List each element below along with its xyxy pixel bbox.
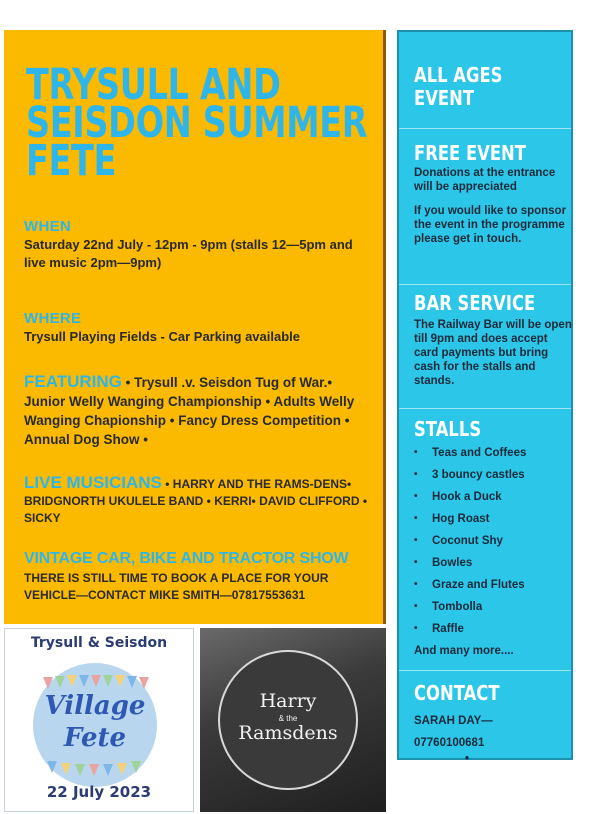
when-text: Saturday 22nd July - 12pm - 9pm (stalls 12—5pm and live music 2pm—9pm) xyxy=(24,237,353,270)
where-text: Trysull Playing Fields - Car Parking available xyxy=(24,329,300,344)
sidebar-panel xyxy=(397,30,573,765)
contact-bullet: • xyxy=(465,753,470,765)
bullet-icon: • xyxy=(414,601,418,612)
stall-label: Graze and Flutes xyxy=(432,579,525,591)
list-item xyxy=(414,574,574,596)
page-title: TRYSULL AND SEISDON SUMMER FETE xyxy=(26,60,368,186)
musicians-text: • HARRY AND THE RAMS-DENS• BRIDGNORTH UKULELE BAND • KERRI• DAVID CLIFFORD • SICKY xyxy=(24,477,368,525)
vintage-text: THERE IS STILL TIME TO BOOK A PLACE FOR YOUR VEHICLE—CONTACT MIKE SMITH—07817553631 xyxy=(24,571,329,602)
contact-phone: 07760100681 xyxy=(414,737,485,749)
stall-label: Raffle xyxy=(432,623,464,635)
main-info-panel xyxy=(4,30,386,624)
stalls-heading: STALLS xyxy=(414,417,482,441)
bar-text: The Railway Bar will be open till 9pm and does accept card payments but bring cash for the stalls and stands. xyxy=(414,319,572,387)
stall-label: Hog Roast xyxy=(432,513,490,525)
where-heading: WHERE xyxy=(24,310,82,327)
list-item xyxy=(414,464,574,486)
bullet-icon: • xyxy=(414,557,418,568)
stalls-list xyxy=(414,442,574,640)
fete-logo-village: Village xyxy=(44,691,146,721)
band-logo-harry: Harry xyxy=(259,690,317,712)
musicians-heading: LIVE MUSICIANS xyxy=(24,473,162,492)
fete-logo-top-text: Trysull & Seisdon xyxy=(30,635,168,651)
fete-logo-date: 22 July 2023 xyxy=(46,783,152,801)
band-logo-ramsdens: Ramsdens xyxy=(238,722,338,744)
stall-label: Tombolla xyxy=(432,601,483,613)
bullet-icon: • xyxy=(414,623,418,634)
bullet-icon: • xyxy=(414,513,418,524)
village-fete-logo xyxy=(4,628,194,812)
band-logo-circle xyxy=(218,650,358,790)
list-item xyxy=(414,442,574,464)
bar-service-heading: BAR SERVICE xyxy=(414,291,536,315)
stall-label: 3 bouncy castles xyxy=(432,469,525,481)
musicians-block xyxy=(24,474,376,527)
stall-label: Teas and Coffees xyxy=(432,447,527,459)
stall-label: Hook a Duck xyxy=(432,491,502,503)
list-item xyxy=(414,508,574,530)
donations-text: Donations at the entrance will be appreciated xyxy=(414,167,556,193)
list-item xyxy=(414,530,574,552)
band-logo-amp: & the xyxy=(278,714,298,723)
when-heading: WHEN xyxy=(24,218,72,235)
featuring-heading: FEATURING xyxy=(24,372,122,391)
bullet-icon: • xyxy=(414,579,418,590)
vintage-heading: VINTAGE CAR, BIKE AND TRACTOR SHOW xyxy=(24,550,349,567)
all-ages-heading: ALL AGES EVENT xyxy=(414,63,503,110)
list-item xyxy=(414,486,574,508)
sidebar-divider xyxy=(399,408,571,409)
sponsor-text: If you would like to sponsor the event in the programme please get in touch. xyxy=(414,205,567,245)
stall-label: Coconut Shy xyxy=(432,535,503,547)
stalls-more-text: And many more.... xyxy=(414,645,514,657)
fete-logo-circle xyxy=(33,663,157,787)
bullet-icon: • xyxy=(414,469,418,480)
list-item xyxy=(414,596,574,618)
list-item xyxy=(414,618,574,640)
contact-name: SARAH DAY— xyxy=(414,715,493,727)
fete-logo-fete: Fete xyxy=(63,723,127,753)
contact-heading: CONTACT xyxy=(414,681,500,705)
sidebar-divider xyxy=(399,128,571,129)
featuring-block xyxy=(24,372,376,449)
band-photo xyxy=(200,628,386,812)
sidebar-divider xyxy=(399,670,571,671)
bullet-icon: • xyxy=(414,491,418,502)
sidebar-divider xyxy=(399,284,571,285)
free-event-heading: FREE EVENT xyxy=(414,141,526,165)
featuring-text: • Trysull .v. Seisdon Tug of War.• Junior Welly Wanging Championship • Adults Welly Wanging Chapionship • Fancy Dress Competition • Annual Dog Show • xyxy=(24,375,355,447)
bullet-icon: • xyxy=(414,535,418,546)
bullet-icon: • xyxy=(414,447,418,458)
stall-label: Bowles xyxy=(432,557,473,569)
list-item xyxy=(414,552,574,574)
